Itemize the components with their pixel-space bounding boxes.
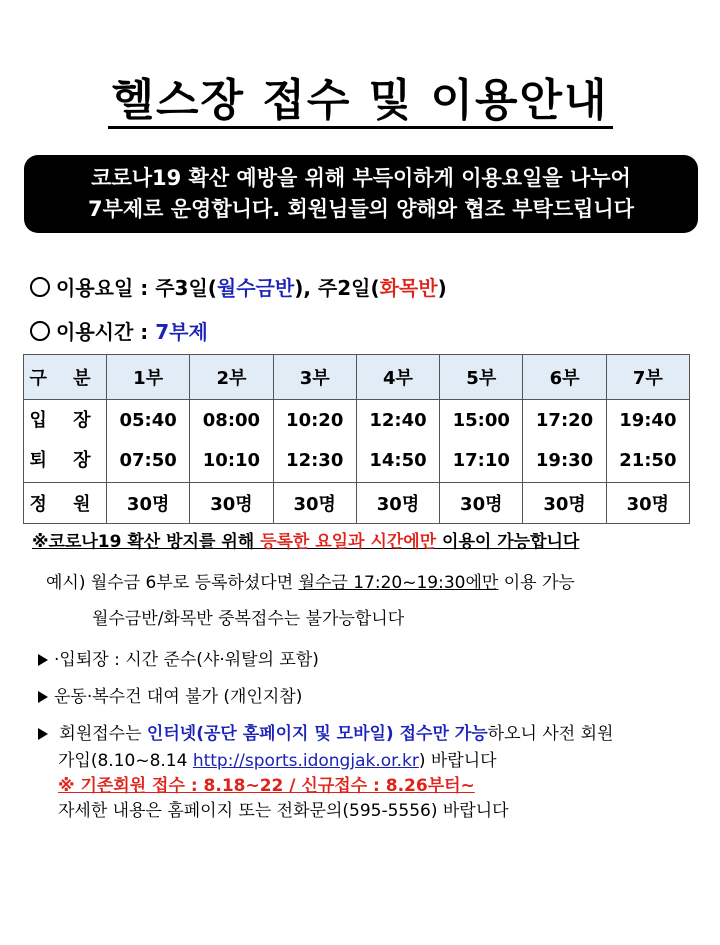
usage-days-label: 이용요일 : 주3일(	[56, 276, 217, 300]
capacity-cell: 30명	[107, 483, 190, 524]
restriction-highlight: 등록한 요일과 시간에만	[260, 532, 437, 552]
registration-pre: 회원접수는	[59, 724, 147, 744]
table-row-capacity	[24, 483, 690, 524]
usage-hours	[30, 316, 208, 345]
time-cell	[523, 400, 606, 483]
registration-note	[38, 722, 613, 746]
schedule-table	[23, 354, 690, 524]
example-post: 이용 가능	[498, 573, 575, 593]
restriction-note	[32, 527, 579, 552]
table-row-times	[24, 400, 690, 483]
circle-bullet-icon	[30, 277, 50, 297]
triangle-bullet-icon	[38, 728, 48, 740]
no-duplicate-note: 월수금반/화목반 중복접수는 불가능합니다	[92, 609, 405, 629]
group-mwf: 월수금반	[216, 276, 295, 300]
time-label	[24, 400, 107, 483]
session-1: 1부	[107, 355, 190, 400]
entry-label: 입 장	[29, 410, 101, 431]
circle-bullet-icon	[30, 321, 50, 341]
registration-line2-post: ) 바랍니다	[418, 751, 497, 771]
entry-time: 10:20	[286, 410, 344, 431]
time-cell	[273, 400, 356, 483]
rule-entry-exit	[38, 645, 319, 670]
capacity-cell: 30명	[606, 483, 689, 524]
page-title	[0, 64, 720, 128]
entry-time: 08:00	[202, 410, 261, 431]
session-5: 5부	[440, 355, 523, 400]
time-cell	[190, 400, 273, 483]
exit-label: 퇴 장	[29, 450, 101, 471]
triangle-bullet-icon	[38, 691, 48, 703]
exit-time: 12:30	[286, 450, 344, 471]
exit-time: 07:50	[119, 450, 177, 471]
registration-line2-pre: 가입(8.10~8.14	[58, 751, 193, 771]
usage-days	[30, 272, 447, 301]
rule-entry-exit-text: ·입퇴장 : 시간 준수(샤·워탈의 포함)	[54, 650, 319, 670]
session-6: 6부	[523, 355, 606, 400]
entry-time: 19:40	[619, 410, 677, 431]
restriction-pre: ※코로나19 확산 방지를 위해	[32, 532, 261, 552]
entry-time: 15:00	[452, 410, 510, 431]
example-pre: 예시) 월수금 6부로 등록하셨다면	[46, 573, 299, 593]
registration-highlight: 인터넷(공단 홈페이지 및 모바일) 접수만 가능	[146, 724, 488, 744]
restriction-post: 이용이 가능합니다	[436, 532, 580, 552]
usage-days-mid: ), 주2일(	[294, 276, 380, 300]
session-4: 4부	[356, 355, 439, 400]
exit-time: 19:30	[535, 450, 594, 471]
session-2: 2부	[190, 355, 273, 400]
usage-days-end: )	[437, 276, 447, 300]
registration-url-link[interactable]: http://sports.idongjak.or.kr	[192, 751, 419, 771]
group-tt: 화목반	[379, 276, 438, 300]
capacity-cell: 30명	[523, 483, 606, 524]
usage-hours-label: 이용시간 :	[56, 320, 156, 344]
example-highlight: 월수금 17:20~19:30에만	[298, 573, 499, 593]
registration-post: 하오니 사전 회원	[487, 724, 614, 744]
header-label: 구 분	[24, 355, 107, 400]
time-cell	[440, 400, 523, 483]
rule-rental-text: 운동·복수건 대여 불가 (개인지참)	[54, 687, 303, 707]
capacity-cell: 30명	[190, 483, 273, 524]
rule-rental	[38, 682, 302, 707]
capacity-cell: 30명	[273, 483, 356, 524]
entry-time: 12:40	[369, 410, 427, 431]
session-7: 7부	[606, 355, 689, 400]
table-header-row	[24, 355, 690, 400]
time-cell	[356, 400, 439, 483]
entry-time: 17:20	[535, 410, 594, 431]
banner-line-1: 코로나19 확산 예방을 위해 부득이하게 이용요일을 나누어	[91, 166, 631, 190]
notice-banner	[24, 155, 698, 233]
title-text: 헬스장 접수 및 이용안내	[108, 75, 613, 129]
capacity-label: 정 원	[24, 483, 107, 524]
registration-line-2	[58, 746, 497, 771]
exit-time: 21:50	[619, 450, 677, 471]
exit-time: 17:10	[452, 450, 510, 471]
exit-time: 10:10	[202, 450, 261, 471]
usage-hours-value: 7부제	[155, 320, 208, 344]
exit-time: 14:50	[369, 450, 427, 471]
triangle-bullet-icon	[38, 654, 48, 666]
session-3: 3부	[273, 355, 356, 400]
registration-dates: ※ 기존회원 접수 : 8.18~22 / 신규접수 : 8.26부터~	[58, 776, 475, 796]
capacity-cell: 30명	[440, 483, 523, 524]
example-note	[46, 568, 575, 593]
contact-note: 자세한 내용은 홈페이지 또는 전화문의(595-5556) 바랍니다	[58, 801, 509, 821]
time-cell	[606, 400, 689, 483]
time-cell	[107, 400, 190, 483]
entry-time: 05:40	[119, 410, 177, 431]
capacity-cell: 30명	[356, 483, 439, 524]
banner-line-2: 7부제로 운영합니다. 회원님들의 양해와 협조 부탁드립니다	[87, 197, 634, 221]
